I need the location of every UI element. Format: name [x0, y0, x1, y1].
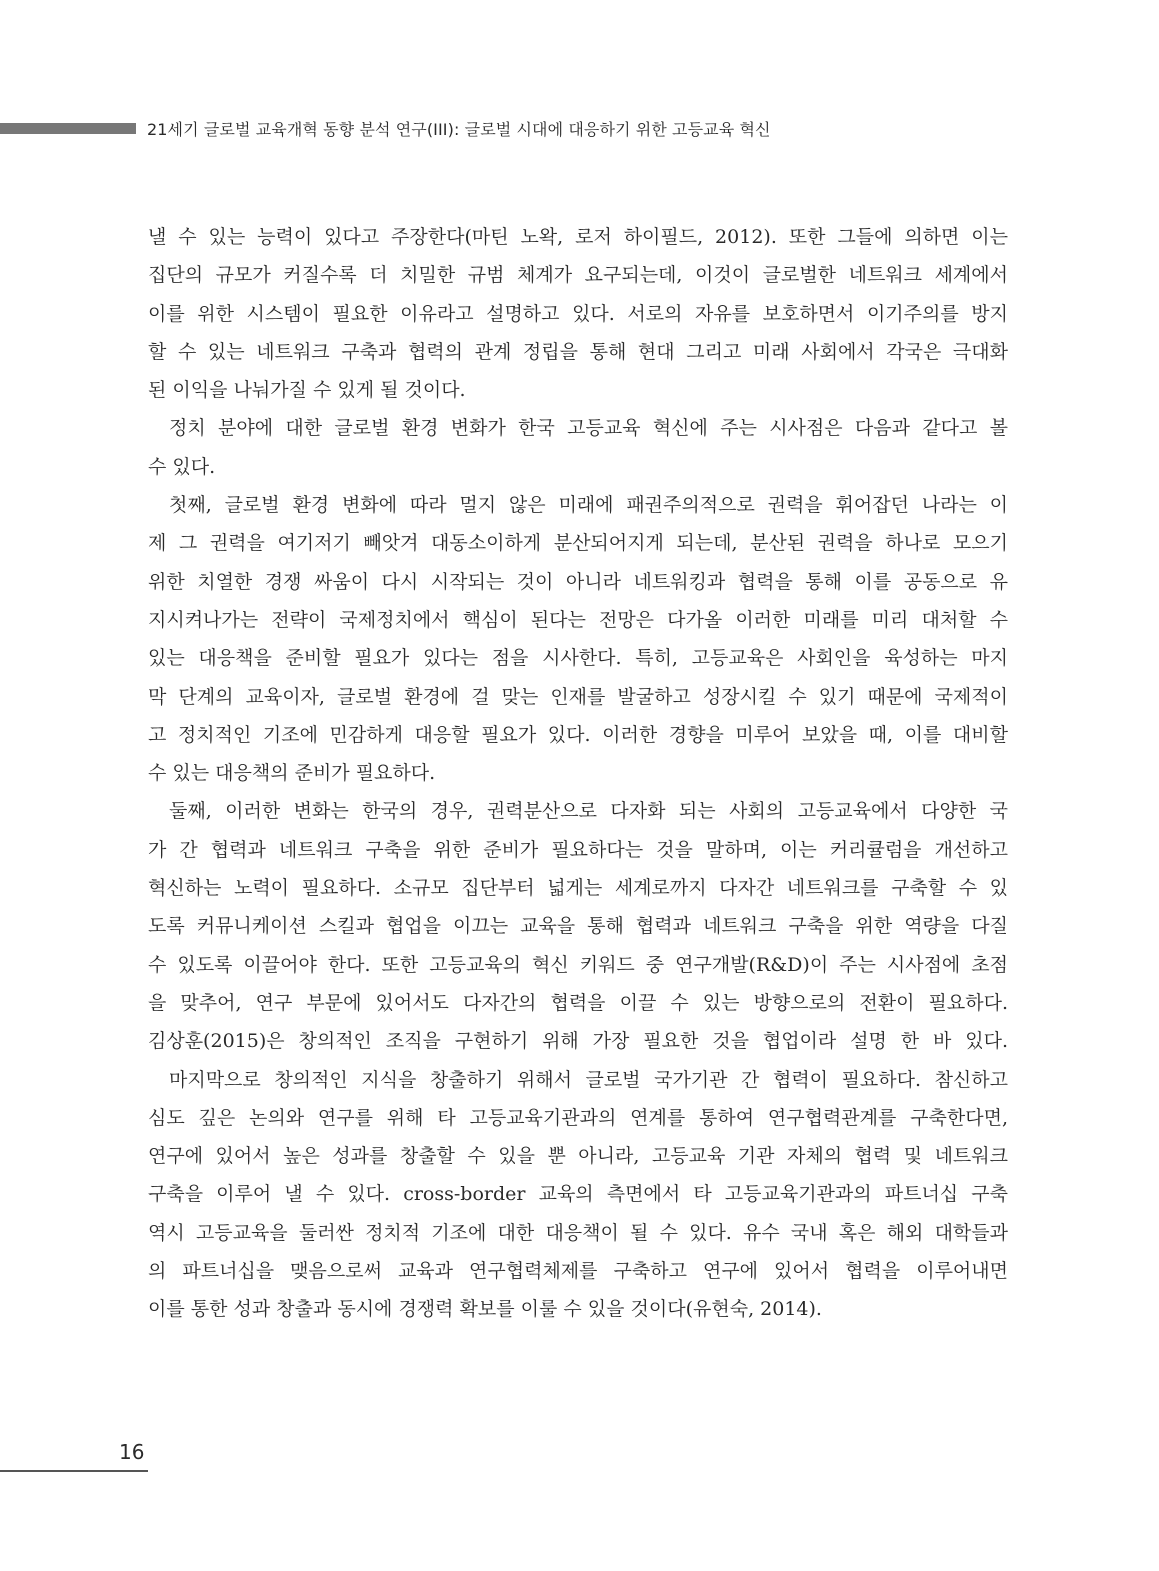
text-line: 마지막으로 창의적인 지식을 창출하기 위해서 글로벌 국가기관 간 협력이 필요하다. 참신하고 — [169, 1068, 1008, 1091]
text-line: 수 있는 대응책의 준비가 필요하다. — [148, 762, 436, 785]
text-line: 고 정치적인 기조에 민감하게 대응할 필요가 있다. 이러한 경향을 미루어 보았을 때, 이를 대비할 — [148, 723, 1008, 746]
text-line: 정치 분야에 대한 글로벌 환경 변화가 한국 고등교육 혁신에 주는 시사점은 다음과 같다고 볼 — [169, 417, 1008, 440]
text-line: 둘째, 이러한 변화는 한국의 경우, 권력분산으로 다자화 되는 사회의 고등교육에서 다양한 국 — [169, 800, 1008, 823]
running-header-title: 21세기 글로벌 교육개혁 동향 분석 연구(III): 글로벌 시대에 대응하기 위한 고등교육 혁신 — [147, 120, 771, 139]
page-number: 16 — [119, 1440, 145, 1464]
text-line: 위한 치열한 경쟁 싸움이 다시 시작되는 것이 아니라 네트워킹과 협력을 통해 이를 공동으로 유 — [148, 570, 1008, 593]
text-line: 제 그 권력을 여기저기 빼앗겨 대동소이하게 분산되어지게 되는데, 분산된 권력을 하나로 모으기 — [148, 532, 1008, 555]
paragraph — [148, 218, 1008, 409]
header-accent-bar — [0, 123, 136, 134]
footer-rule — [0, 1470, 148, 1472]
body-text — [148, 218, 1008, 1329]
text-line: 지시켜나가는 전략이 국제정치에서 핵심이 된다는 전망은 다가올 이러한 미래를 미리 대처할 수 — [148, 608, 1008, 631]
paragraph — [148, 792, 1008, 1060]
text-line: 막 단계의 교육이자, 글로벌 환경에 걸 맞는 인재를 발굴하고 성장시킬 수 있기 때문에 국제적이 — [148, 685, 1008, 708]
text-line: 낼 수 있는 능력이 있다고 주장한다(마틴 노왁, 로저 하이필드, 2012). 또한 그들에 의하면 이는 — [148, 226, 1008, 248]
text-line: 을 맞추어, 연구 부문에 있어서도 다자간의 협력을 이끌 수 있는 방향으로의 전환이 필요하다. — [148, 991, 1008, 1014]
text-line: 도록 커뮤니케이션 스킬과 협업을 이끄는 교육을 통해 협력과 네트워크 구축을 위한 역량을 다질 — [148, 915, 1008, 938]
text-line: 집단의 규모가 커질수록 더 치밀한 규범 체계가 요구되는데, 이것이 글로벌한 네트워크 세계에서 — [148, 264, 1008, 287]
text-line: 심도 깊은 논의와 연구를 위해 타 고등교육기관과의 연계를 통하여 연구협력관계를 구축한다면, — [148, 1106, 1008, 1129]
text-line: 이를 위한 시스템이 필요한 이유라고 설명하고 있다. 서로의 자유를 보호하면서 이기주의를 방지 — [148, 302, 1008, 325]
text-line: 의 파트너십을 맺음으로써 교육과 연구협력체제를 구축하고 연구에 있어서 협력을 이루어내면 — [148, 1260, 1008, 1283]
text-line: 구축을 이루어 낼 수 있다. cross-border 교육의 측면에서 타 고등교육기관과의 파트너십 구축 — [148, 1183, 1008, 1206]
text-line: 혁신하는 노력이 필요하다. 소규모 집단부터 넓게는 세계로까지 다자간 네트워크를 구축할 수 있 — [148, 877, 1008, 900]
text-line: 된 이익을 나눠가질 수 있게 될 것이다. — [148, 379, 466, 402]
text-line: 김상훈(2015)은 창의적인 조직을 구현하기 위해 가장 필요한 것을 협업이라 설명 한 바 있다. — [148, 1030, 1008, 1053]
text-line: 있는 대응책을 준비할 필요가 있다는 점을 시사한다. 특히, 고등교육은 사회인을 육성하는 마지 — [148, 647, 1008, 670]
text-line: 할 수 있는 네트워크 구축과 협력의 관계 정립을 통해 현대 그리고 미래 사회에서 각국은 극대화 — [148, 340, 1008, 363]
text-line: 수 있다. — [148, 455, 216, 478]
text-line: 수 있도록 이끌어야 한다. 또한 고등교육의 혁신 키워드 중 연구개발(R&D)이 주는 시사점에 초점 — [148, 953, 1008, 976]
text-line: 이를 통한 성과 창출과 동시에 경쟁력 확보를 이룰 수 있을 것이다(유현숙, 2014). — [148, 1298, 822, 1321]
text-line: 첫째, 글로벌 환경 변화에 따라 멀지 않은 미래에 패권주의적으로 권력을 휘어잡던 나라는 이 — [169, 494, 1008, 517]
text-line: 연구에 있어서 높은 성과를 창출할 수 있을 뿐 아니라, 고등교육 기관 자체의 협력 및 네트워크 — [148, 1145, 1008, 1168]
paragraph — [148, 1061, 1008, 1329]
text-line: 역시 고등교육을 둘러싼 정치적 기조에 대한 대응책이 될 수 있다. 유수 국내 혹은 해외 대학들과 — [148, 1221, 1008, 1244]
paragraph — [148, 486, 1008, 792]
text-line: 가 간 협력과 네트워크 구축을 위한 준비가 필요하다는 것을 말하며, 이는 커리큘럼을 개선하고 — [148, 838, 1008, 861]
paragraph — [148, 409, 1008, 486]
